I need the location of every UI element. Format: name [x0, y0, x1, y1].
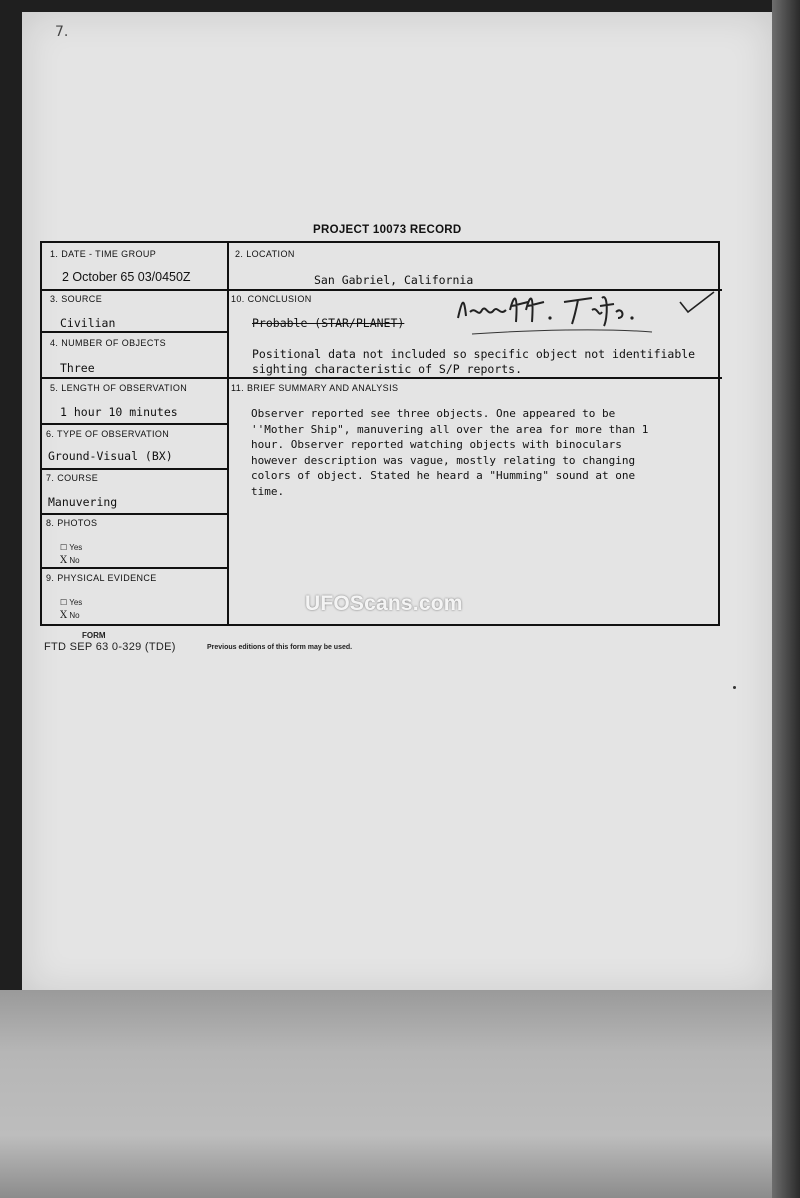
divider — [42, 423, 227, 425]
column-divider — [227, 243, 229, 624]
photos-label: 8. PHOTOS — [46, 518, 98, 528]
divider — [42, 567, 227, 569]
form-title: PROJECT 10073 RECORD — [313, 224, 462, 236]
location-value: San Gabriel, California — [314, 273, 474, 287]
physical-no-option: X No — [60, 610, 80, 621]
conclusion-struck: Probable (STAR/PLANET) — [252, 316, 405, 330]
divider — [42, 331, 227, 333]
speck — [733, 686, 736, 689]
footer-note: Previous editions of this form may be used. — [207, 644, 353, 651]
length-value: 1 hour 10 minutes — [60, 405, 178, 419]
summary-line: ''Mother Ship", manuvering all over the area for more than 1 — [251, 422, 649, 436]
conclusion-label: 10. CONCLUSION — [231, 294, 312, 304]
objects-label: 4. NUMBER OF OBJECTS — [50, 338, 167, 348]
corner-mark: 7. — [55, 24, 69, 40]
summary-line: time. — [251, 484, 285, 498]
photos-no-option: X No — [60, 555, 80, 566]
scan-background — [0, 990, 800, 1198]
type-label: 6. TYPE OF OBSERVATION — [46, 429, 170, 439]
divider — [42, 468, 227, 470]
summary-line: Observer reported see three objects. One appeared to be — [251, 407, 616, 420]
divider — [42, 289, 227, 291]
summary-line: hour. Observer reported watching objects with binoculars — [251, 438, 622, 451]
source-label: 3. SOURCE — [50, 294, 103, 304]
objects-value: Three — [60, 361, 95, 375]
summary-line: colors of object. Stated he heard a "Humming" sound at one — [251, 469, 636, 482]
physical-label: 9. PHYSICAL EVIDENCE — [46, 573, 157, 583]
conclusion-line-1: Positional data not included so specific object not identifiable — [252, 347, 696, 361]
length-label: 5. LENGTH OF OBSERVATION — [50, 383, 188, 393]
summary-label: 11. BRIEF SUMMARY AND ANALYSIS — [231, 383, 399, 393]
handwritten-conclusion — [452, 288, 717, 338]
summary-text — [251, 406, 721, 499]
divider — [42, 377, 227, 379]
course-value: Manuvering — [48, 495, 118, 509]
location-label: 2. LOCATION — [235, 249, 295, 259]
scan-edge — [772, 0, 800, 1198]
source-value: Civilian — [60, 316, 116, 330]
physical-yes-option: ☐ Yes — [60, 598, 83, 607]
course-label: 7. COURSE — [46, 473, 99, 483]
date-value: 2 October 65 03/0450Z — [62, 270, 191, 284]
date-label: 1. DATE - TIME GROUP — [50, 249, 157, 259]
divider — [227, 377, 722, 379]
summary-line: however description was vague, mostly relating to changing — [251, 453, 636, 467]
footer-form-id: FTD SEP 63 0-329 (TDE) — [44, 641, 176, 653]
type-value: Ground-Visual (BX) — [48, 449, 173, 463]
conclusion-line-2: sighting characteristic of S/P reports. — [252, 362, 523, 376]
divider — [42, 513, 227, 515]
photos-yes-option: ☐ Yes — [60, 543, 83, 552]
footer-form-word: FORM — [82, 631, 106, 640]
watermark: UFOScans.com — [305, 592, 463, 615]
